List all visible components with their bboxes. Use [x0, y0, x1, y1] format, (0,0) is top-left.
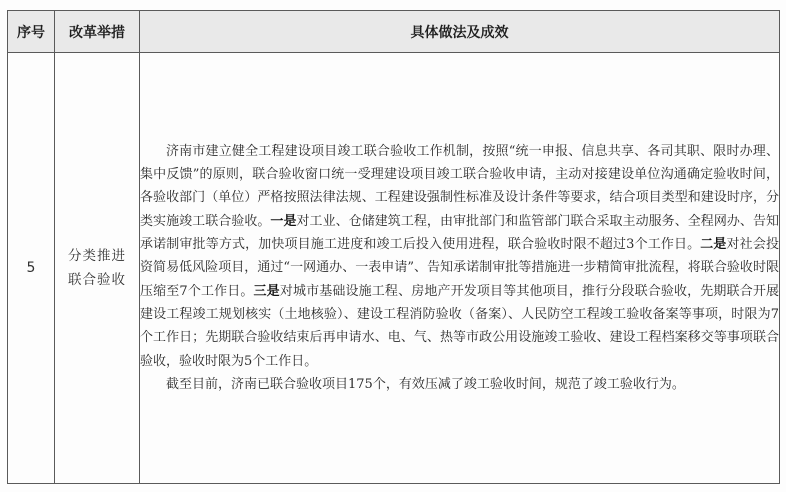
text-run: 对城市基础设施工程、房地产开发项目等其他项目，推行分段联合验收，先期联合开展建设工程竣工规划核实（土地核验）、建设工程消防验收（备案）、人民防空工程竣工验收备案等事项，时限为7个工作日；先期联合验收结束后再申请水、电、气、热等市政公用设施竣工验收、建设工程档案移交等事项联合验收，验收时限为5个工作日。	[140, 283, 779, 369]
header-reform-measure: 改革举措	[55, 11, 140, 53]
emphasis-second: 二是	[700, 237, 727, 253]
text-run: 对社会投资简易低风险项目，通过“一网通办、一表申请”、告知承诺制审批等措施进一步精简审批流程，将联合验收时限压缩至7个工作日。	[140, 237, 779, 299]
detail-paragraph-2: 截至目前，济南已联合验收项目175个，有效压减了竣工验收时间，规范了竣工验收行为。	[166, 376, 685, 392]
text-run: 济南市建立健全工程建设项目竣工联合验收工作机制，按照“统一申报、信息共享、各司其职、限时办理、集中反馈”的原则，联合验收窗口统一受理建设项目竣工联合验收申请，主动对接建设单位沟通确定验收时间，各验收部门（单位）严格按照法律法规、工程建设强制性标准及设计条件等要求，结合项目类型和建设时序，分类实施竣工联合验收。	[140, 143, 779, 229]
row-serial-number: 5	[8, 53, 55, 484]
row-reform-measure-cell	[55, 53, 140, 484]
emphasis-first: 一是	[270, 213, 297, 229]
table-row	[8, 53, 780, 484]
header-serial-number: 序号	[8, 11, 55, 53]
row-reform-measure: 分类推进联合验收	[68, 248, 126, 288]
row-detail-cell	[140, 53, 780, 484]
header-specific-practices: 具体做法及成效	[140, 11, 780, 53]
detail-paragraph-1	[140, 140, 779, 373]
table-header-row	[8, 11, 780, 53]
reform-measures-table	[7, 10, 780, 484]
emphasis-third: 三是	[253, 283, 280, 299]
text-run: 对工业、仓储建筑工程，由审批部门和监管部门联合采取主动服务、全程网办、告知承诺制审批等方式，加快项目施工进度和竣工后投入使用进程，联合验收时限不超过3个工作日。	[140, 213, 779, 253]
